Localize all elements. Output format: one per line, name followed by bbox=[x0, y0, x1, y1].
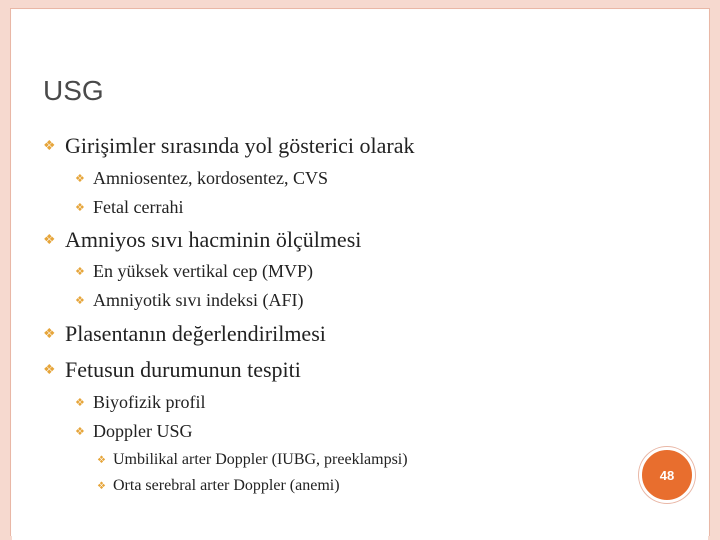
bullet-item bbox=[97, 451, 408, 469]
diamond-bullet-icon: ❖ bbox=[43, 326, 56, 342]
bullet-item bbox=[43, 227, 361, 253]
diamond-bullet-icon: ❖ bbox=[75, 397, 85, 409]
bullet-item bbox=[75, 197, 183, 218]
diamond-bullet-icon: ❖ bbox=[43, 232, 56, 248]
bullet-text: Amniyotik sıvı indeksi (AFI) bbox=[93, 290, 304, 310]
bullet-text: Umbilikal arter Doppler (IUBG, preeklampsi) bbox=[113, 451, 408, 468]
diamond-bullet-icon: ❖ bbox=[97, 454, 106, 466]
bullet-text: Girişimler sırasında yol gösterici olarak bbox=[65, 133, 415, 158]
bullet-item bbox=[43, 321, 326, 347]
diamond-bullet-icon: ❖ bbox=[43, 138, 56, 154]
bullet-text: Doppler USG bbox=[93, 421, 193, 441]
diamond-bullet-icon: ❖ bbox=[75, 266, 85, 278]
bullet-item bbox=[43, 133, 414, 159]
diamond-bullet-icon: ❖ bbox=[75, 295, 85, 307]
bullet-text: Orta serebral arter Doppler (anemi) bbox=[113, 477, 340, 494]
bullet-item bbox=[75, 392, 205, 413]
bullet-text: Amniosentez, kordosentez, CVS bbox=[93, 168, 328, 188]
bullet-text: Fetal cerrahi bbox=[93, 197, 184, 217]
bullet-item bbox=[75, 168, 328, 189]
slide-title: USG bbox=[43, 75, 104, 106]
bullet-item bbox=[75, 261, 313, 282]
diamond-bullet-icon: ❖ bbox=[75, 202, 85, 214]
bullet-text: En yüksek vertikal cep (MVP) bbox=[93, 261, 313, 281]
bullet-text: Plasentanın değerlendirilmesi bbox=[65, 321, 326, 346]
bullet-text: Amniyos sıvı hacminin ölçülmesi bbox=[65, 227, 362, 252]
bullet-item bbox=[75, 290, 304, 311]
diamond-bullet-icon: ❖ bbox=[75, 173, 85, 185]
page-number-badge: 48 bbox=[639, 447, 695, 503]
bullet-item bbox=[97, 477, 340, 495]
diamond-bullet-icon: ❖ bbox=[43, 362, 56, 378]
bullet-item bbox=[43, 357, 301, 383]
bullet-item bbox=[75, 421, 193, 442]
diamond-bullet-icon: ❖ bbox=[97, 480, 106, 492]
bullet-text: Fetusun durumunun tespiti bbox=[65, 357, 301, 382]
bullet-text: Biyofizik profil bbox=[93, 392, 206, 412]
diamond-bullet-icon: ❖ bbox=[75, 426, 85, 438]
